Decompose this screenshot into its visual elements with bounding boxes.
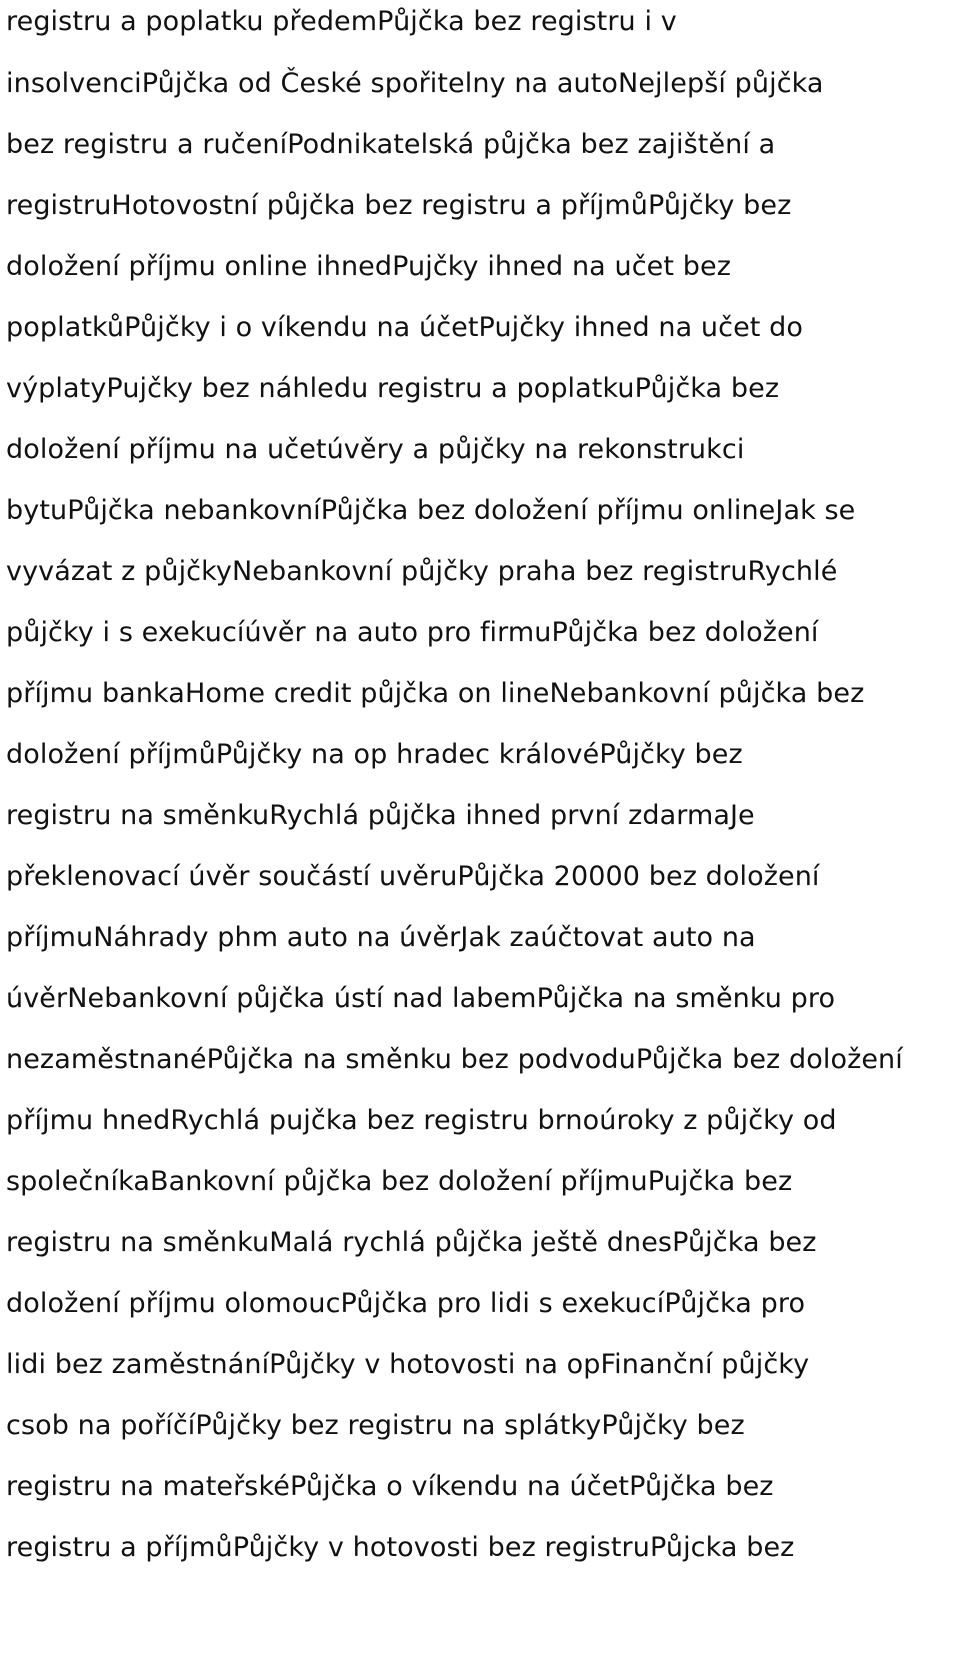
text-line: doložení příjmu olomoucPůjčka pro lidi s exekucíPůjčka pro — [6, 1288, 806, 1319]
text-line: společníkaBankovní půjčka bez doložení příjmuPujčka bez — [6, 1166, 793, 1197]
text-line: registruHotovostní půjčka bez registru a příjmůPůjčky bez — [6, 190, 792, 221]
text-line: příjmu hnedRychlá pujčka bez registru brnoúroky z půjčky od — [6, 1105, 837, 1136]
text-line: registru na mateřskéPůjčka o víkendu na účetPůjčka bez — [6, 1471, 774, 1502]
text-line: poplatkůPůjčky i o víkendu na účetPujčky ihned na učet do — [6, 312, 804, 343]
text-line: půjčky i s exekucíúvěr na auto pro firmuPůjčka bez doložení — [6, 617, 819, 648]
text-line: výplatyPujčky bez náhledu registru a poplatkuPůjčka bez — [6, 373, 780, 404]
text-line: vyvázat z půjčkyNebankovní půjčky praha bez registruRychlé — [6, 556, 838, 587]
text-line: registru na směnkuRychlá půjčka ihned první zdarmaJe — [6, 800, 755, 831]
text-line: registru na směnkuMalá rychlá půjčka ještě dnesPůjčka bez — [6, 1227, 817, 1258]
text-line: insolvenciPůjčka od České spořitelny na autoNejlepší půjčka — [6, 68, 824, 99]
text-line: doložení příjmůPůjčky na op hradec královéPůjčky bez — [6, 739, 743, 770]
text-line: registru a poplatku předemPůjčka bez registru i v — [6, 6, 677, 37]
text-line: lidi bez zaměstnáníPůjčky v hotovosti na opFinanční půjčky — [6, 1349, 810, 1380]
text-line: registru a příjmůPůjčky v hotovosti bez registruPůjcka bez — [6, 1532, 795, 1563]
text-line: bytuPůjčka nebankovníPůjčka bez doložení příjmu onlineJak se — [6, 495, 856, 526]
text-line: bez registru a ručeníPodnikatelská půjčka bez zajištění a — [6, 129, 776, 160]
text-line: překlenovací úvěr součástí uvěruPůjčka 20000 bez doložení — [6, 861, 820, 892]
text-line: příjmuNáhrady phm auto na úvěrJak zaúčtovat auto na — [6, 922, 756, 953]
text-line: doložení příjmu online ihnedPujčky ihned na učet bez — [6, 251, 731, 282]
text-line: příjmu bankaHome credit půjčka on lineNebankovní půjčka bez — [6, 678, 865, 709]
text-line: nezaměstnanéPůjčka na směnku bez podvoduPůjčka bez doložení — [6, 1044, 903, 1075]
text-line: úvěrNebankovní půjčka ústí nad labemPůjčka na směnku pro — [6, 983, 836, 1014]
text-line: csob na poříčíPůjčky bez registru na splátkyPůjčky bez — [6, 1410, 745, 1441]
text-line: doložení příjmu na učetúvěry a půjčky na rekonstrukci — [6, 434, 745, 465]
